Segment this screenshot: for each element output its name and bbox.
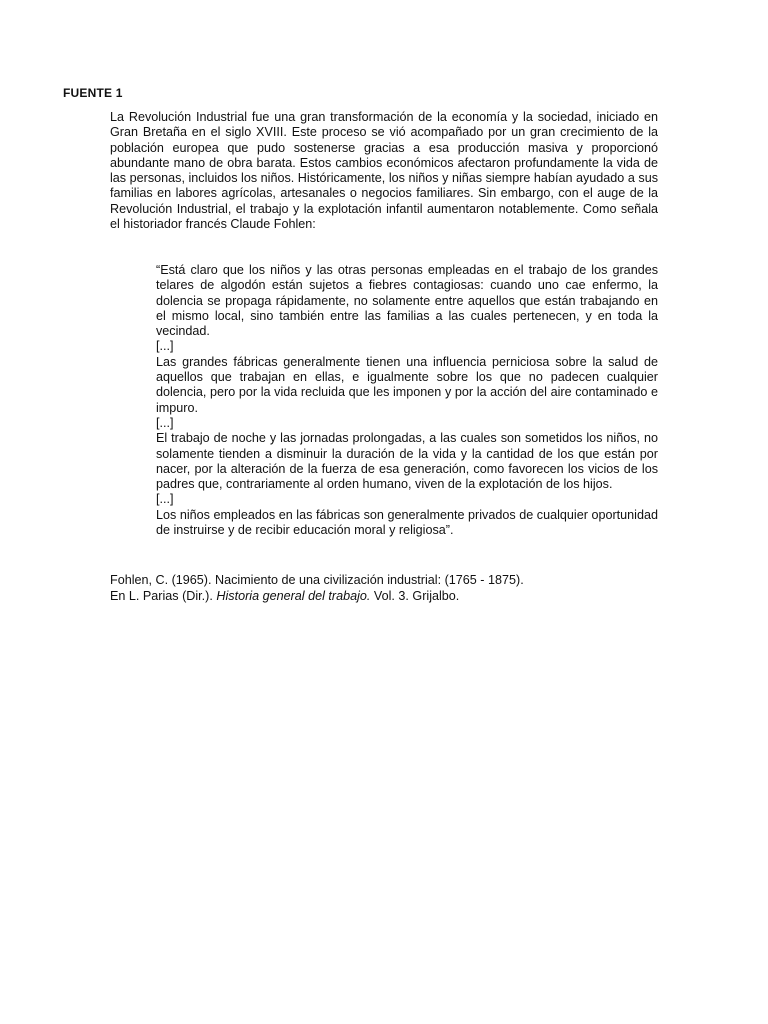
quote-paragraph-1: “Está claro que los niños y las otras personas empleadas en el trabajo de los grandes telares de algodón están sujetos a fiebres contagiosas: cuando uno cae enfermo, la dolencia se propaga rápidamente, no solamente entre aquellos que están trabajando en el mismo local, sino también entre las familias a las cuales pertenecen, y en toda la vecindad.: [156, 263, 658, 339]
citation-line-2: [110, 588, 670, 604]
quote-paragraph-3: El trabajo de noche y las jornadas prolongadas, a las cuales son sometidos los niños, no solamente tienden a disminuir la duración de la vida y la cantidad de los que están por nacer, por la alteración de la fuerza de esa generación, como favorecen los vicios de los padres que, contrariamente al orden humano, viven de la explotación de los hijos.: [156, 431, 658, 492]
quote-ellipsis-2: [...]: [156, 415, 174, 430]
quote-ellipsis-3: [...]: [156, 492, 174, 507]
source-heading: FUENTE 1: [63, 86, 123, 100]
citation-editor: En L. Parias (Dir.).: [110, 589, 217, 603]
historian-quote: [156, 263, 658, 538]
quote-paragraph-2: Las grandes fábricas generalmente tienen una influencia perniciosa sobre la salud de aquellos que trabajan en ellas, e igualmente sobre los que no padecen cualquier dolencia, pero por la vida recluida que les imponen y por la acción del aire contaminado e impuro.: [156, 354, 658, 415]
bibliographic-citation: [110, 572, 670, 604]
intro-paragraph: La Revolución Industrial fue una gran transformación de la economía y la sociedad, iniciado en Gran Bretaña en el siglo XVIII. Este proceso se vió acompañado por un gran crecimiento de la población europea que pudo sostenerse gracias a esa producción masiva y proporcionó abundante mano de obra barata. Estos cambios económicos afectaron profundamente la vida de las personas, incluidos los niños. Históricamente, los niños y niñas siempre habían ayudado a sus familias en labores agrícolas, artesanales o negocios familiares. Sin embargo, con el auge de la Revolución Industrial, el trabajo y la explotación infantil aumentaron notablemente. Como señala el historiador francés Claude Fohlen:: [110, 110, 658, 232]
citation-volume-publisher: Vol. 3. Grijalbo.: [370, 589, 460, 603]
citation-line-1: Fohlen, C. (1965). Nacimiento de una civilización industrial: (1765 - 1875).: [110, 573, 524, 587]
citation-book-title: Historia general del trabajo.: [216, 589, 371, 603]
quote-paragraph-4: Los niños empleados en las fábricas son generalmente privados de cualquier oportunidad de instruirse y de recibir educación moral y religiosa”.: [156, 507, 658, 538]
quote-ellipsis-1: [...]: [156, 339, 174, 354]
